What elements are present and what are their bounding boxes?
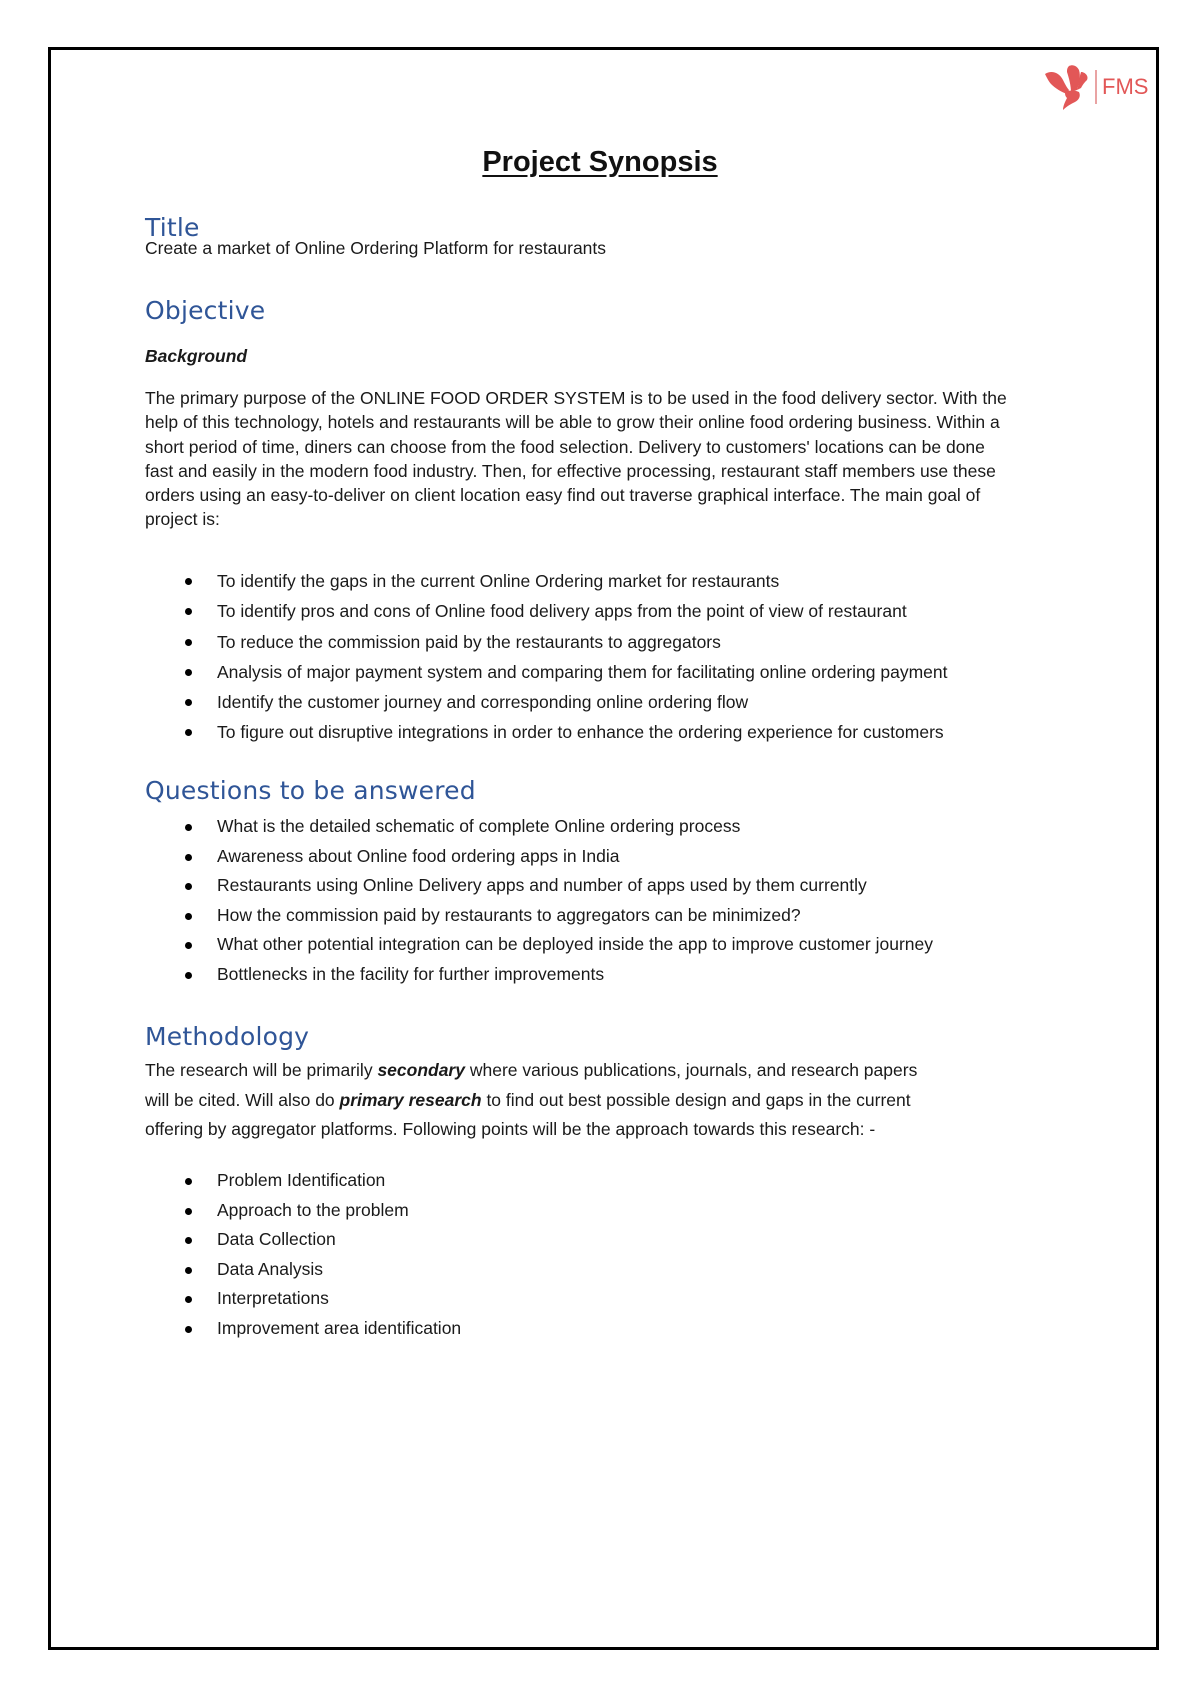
bullet-icon (185, 1296, 192, 1303)
list-item: Identify the customer journey and corresponding online ordering flow (0, 687, 948, 717)
bullet-icon (185, 669, 192, 676)
emphasis-primary-research: primary research (339, 1089, 482, 1110)
bullet-icon (185, 1178, 192, 1185)
list-item: Improvement area identification (0, 1314, 461, 1344)
bullet-icon (185, 608, 192, 615)
bullet-icon (185, 824, 192, 831)
bullet-icon (185, 1326, 192, 1333)
list-item: Analysis of major payment system and comparing them for facilitating online ordering payment (0, 657, 948, 687)
paragraph-line: project is: (145, 509, 220, 530)
list-item: Approach to the problem (0, 1196, 461, 1226)
section-heading-objective: Objective (145, 296, 266, 325)
subheading-background: Background (145, 346, 248, 366)
bullet-icon (185, 578, 192, 585)
list-item: Data Collection (0, 1225, 461, 1255)
bullet-icon (185, 1267, 192, 1274)
fms-logo (1043, 62, 1148, 112)
bullet-icon (185, 883, 192, 890)
list-item: To reduce the commission paid by the restaurants to aggregators (0, 627, 948, 657)
bullet-icon (185, 913, 192, 920)
questions-list (0, 812, 933, 990)
list-item: Problem Identification (0, 1166, 461, 1196)
emphasis-secondary: secondary (377, 1060, 465, 1080)
bullet-icon (185, 699, 192, 706)
list-item: What is the detailed schematic of complete Online ordering process (0, 812, 933, 842)
goals-list (0, 566, 948, 748)
list-item: What other potential integration can be deployed inside the app to improve customer journey (0, 930, 933, 960)
bullet-icon (185, 972, 192, 979)
list-item: Awareness about Online food ordering apps in India (0, 842, 933, 872)
bullet-icon (185, 729, 192, 736)
bullet-icon (185, 1208, 192, 1215)
list-item: Restaurants using Online Delivery apps and number of apps used by them currently (0, 871, 933, 901)
methodology-paragraph (145, 1056, 917, 1145)
bullet-icon (185, 1237, 192, 1244)
title-text: Create a market of Online Ordering Platform for restaurants (145, 238, 607, 258)
list-item: How the commission paid by restaurants to aggregators can be minimized? (0, 901, 933, 931)
list-item: To identify pros and cons of Online food delivery apps from the point of view of restaurant (0, 596, 948, 626)
paragraph-line: orders using an easy-to-deliver on client location easy find out traverse graphical interface. The main goal of (145, 485, 981, 506)
logo-divider (1095, 70, 1097, 104)
eagle-icon (1043, 62, 1091, 112)
bullet-icon (185, 639, 192, 646)
section-heading-questions: Questions to be answered (145, 776, 476, 805)
list-item: To identify the gaps in the current Online Ordering market for restaurants (0, 566, 948, 596)
paragraph-line: help of this technology, hotels and restaurants will be able to grow their online food ordering business. Within a (145, 412, 1000, 433)
paragraph-line: will be cited. Will also do primary research to find out best possible design and gaps in the current (145, 1089, 911, 1110)
methodology-steps-list (0, 1166, 461, 1344)
list-item: Interpretations (0, 1284, 461, 1314)
list-item: To figure out disruptive integrations in order to enhance the ordering experience for customers (0, 717, 948, 747)
background-paragraph (145, 386, 1165, 532)
section-heading-title: Title (145, 213, 200, 242)
list-item: Bottlenecks in the facility for further improvements (0, 960, 933, 990)
paragraph-line: fast and easily in the modern food industry. Then, for effective processing, restaurant staff members use these (145, 460, 996, 481)
list-item: Data Analysis (0, 1255, 461, 1285)
paragraph-line: The primary purpose of the ONLINE FOOD ORDER SYSTEM is to be used in the food delivery sector. With the (145, 388, 1007, 408)
section-heading-methodology: Methodology (145, 1022, 310, 1051)
page-title: Project Synopsis (482, 146, 718, 178)
paragraph-line: short period of time, diners can choose from the food selection. Delivery to customers' locations can be done (145, 436, 985, 457)
paragraph-line: The research will be primarily secondary where various publications, journals, and research papers (145, 1060, 918, 1080)
logo-text: FMS (1102, 74, 1149, 99)
bullet-icon (185, 942, 192, 949)
bullet-icon (185, 854, 192, 861)
paragraph-line: offering by aggregator platforms. Following points will be the approach towards this research: - (145, 1119, 876, 1139)
